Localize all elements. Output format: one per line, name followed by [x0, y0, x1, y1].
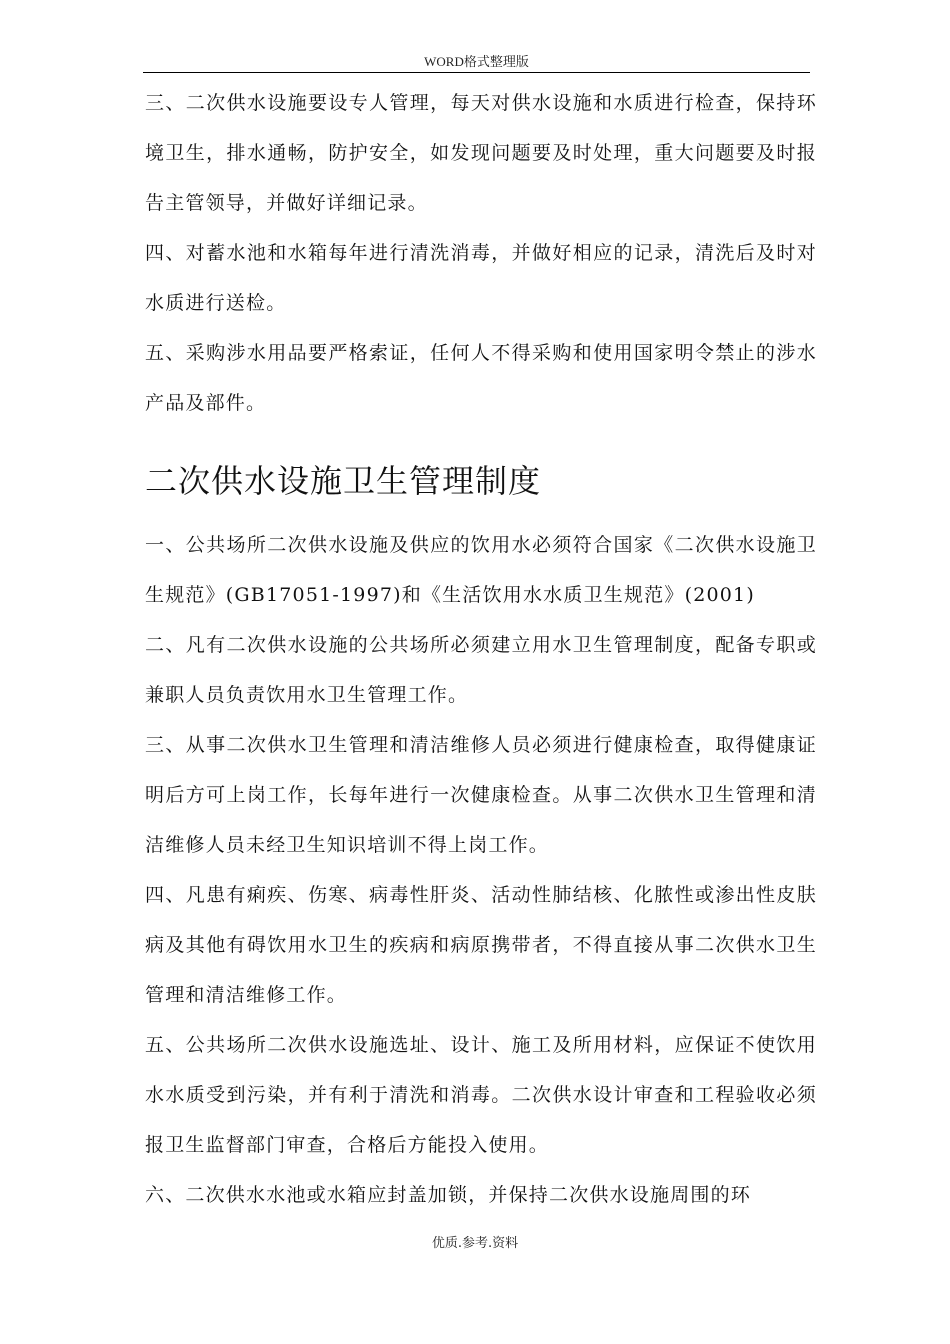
- header-rule: [143, 72, 810, 73]
- paragraph: 五、公共场所二次供水设施选址、设计、施工及所用材料，应保证不使饮用水水质受到污染，并有利于清洗和消毒。二次供水设计审查和工程验收必须报卫生监督部门审查，合格后方能投入使用。: [145, 1034, 817, 1156]
- paragraph: 四、凡患有痢疾、伤寒、病毒性肝炎、活动性肺结核、化脓性或渗出性皮肤病及其他有碍饮用水卫生的疾病和病原携带者，不得直接从事二次供水卫生管理和清洁维修工作。: [145, 884, 817, 1006]
- document-body: [145, 78, 817, 1220]
- paragraph: 五、采购涉水用品要严格索证，任何人不得采购和使用国家明令禁止的涉水产品及部件。: [145, 342, 817, 414]
- paragraph: 三、从事二次供水卫生管理和清洁维修人员必须进行健康检查，取得健康证明后方可上岗工作，长每年进行一次健康检查。从事二次供水卫生管理和清洁维修人员未经卫生知识培训不得上岗工作。: [145, 734, 817, 856]
- paragraph: 六、二次供水水池或水箱应封盖加锁，并保持二次供水设施周围的环: [145, 1184, 752, 1206]
- page-footer: 优质.参考.资料: [431, 1236, 519, 1251]
- paragraph: 一、公共场所二次供水设施及供应的饮用水必须符合国家《二次供水设施卫生规范》(GB17051-1997)和《生活饮用水水质卫生规范》(2001): [145, 534, 817, 606]
- paragraph: 三、二次供水设施要设专人管理，每天对供水设施和水质进行检查，保持环境卫生，排水通畅，防护安全，如发现问题要及时处理，重大问题要及时报告主管领导，并做好详细记录。: [145, 92, 817, 214]
- page-header: WORD格式整理版: [424, 54, 529, 69]
- section-heading: 二次供水设施卫生管理制度: [145, 462, 542, 500]
- paragraph: 二、凡有二次供水设施的公共场所必须建立用水卫生管理制度，配备专职或兼职人员负责饮用水卫生管理工作。: [145, 634, 817, 706]
- paragraph: 四、对蓄水池和水箱每年进行清洗消毒，并做好相应的记录，清洗后及时对水质进行送检。: [145, 242, 817, 314]
